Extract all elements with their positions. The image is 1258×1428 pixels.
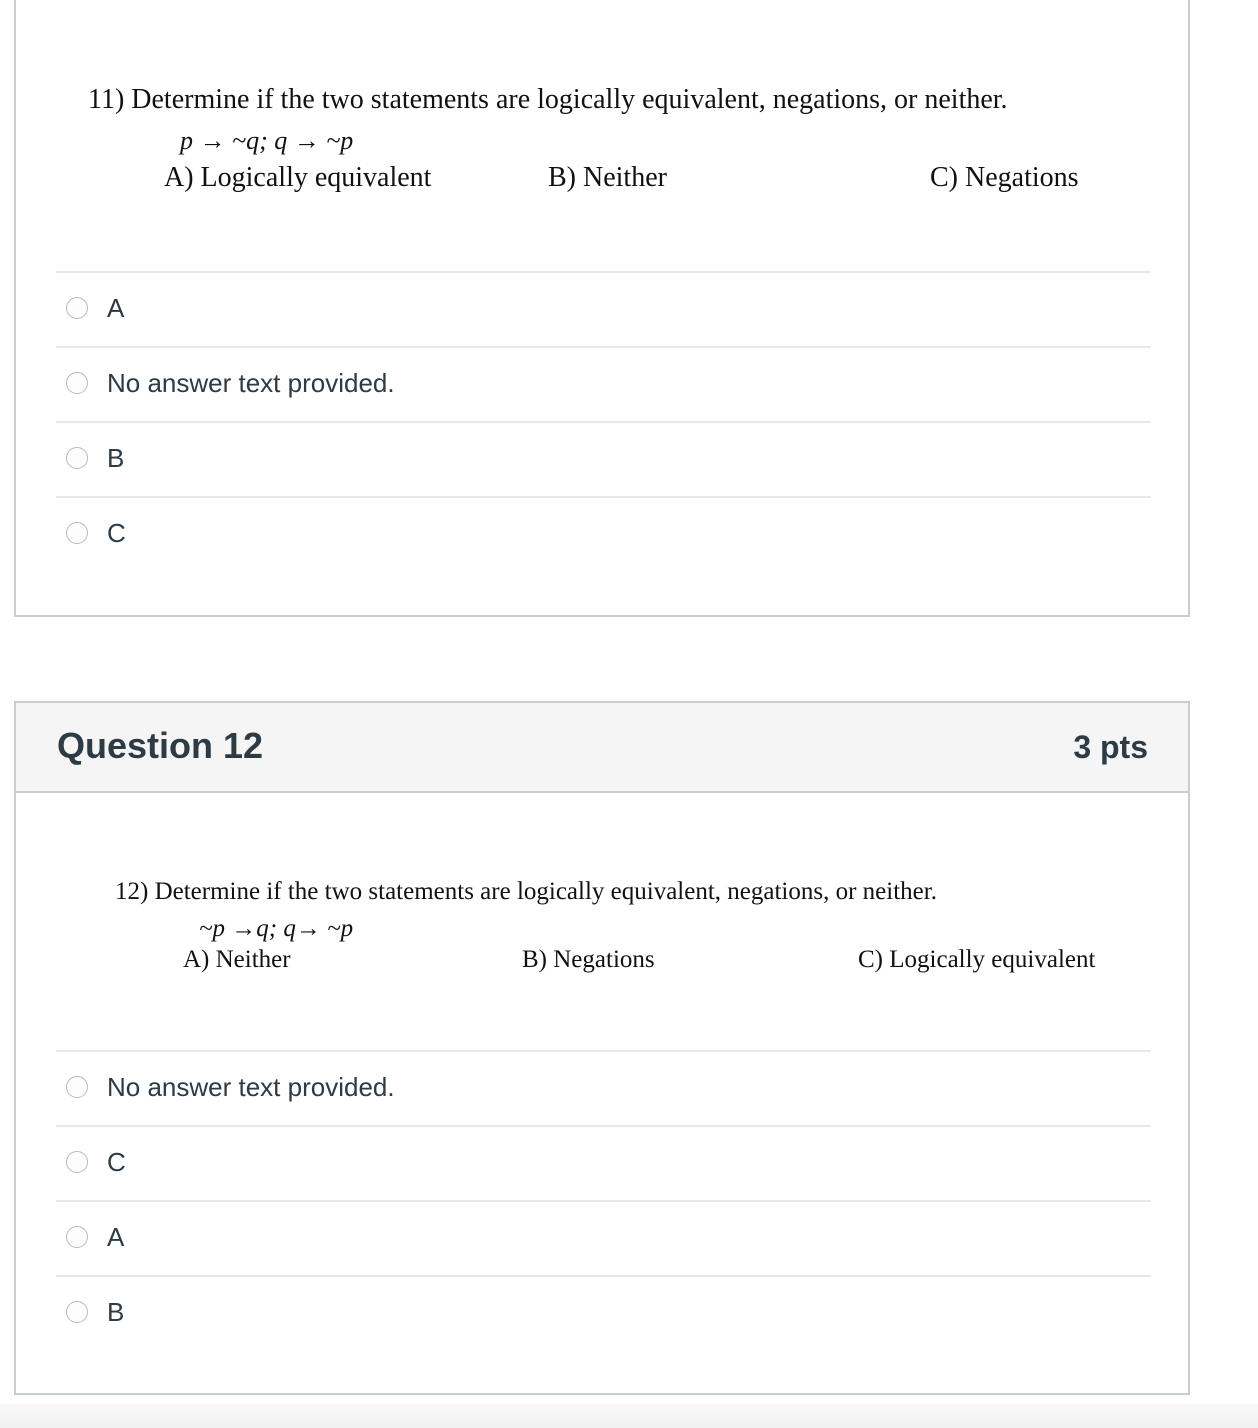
q12-answer-option[interactable] — [56, 1050, 1151, 1125]
page-bottom-edge — [0, 1404, 1258, 1428]
q11-choice-b: B) Neither — [548, 162, 667, 193]
q11-answer-option[interactable] — [56, 496, 1151, 571]
question-header — [16, 703, 1188, 793]
answer-label: B — [107, 1297, 125, 1327]
radio-button[interactable] — [66, 447, 88, 469]
answer-label: C — [107, 518, 126, 548]
q12-answer-option[interactable] — [56, 1125, 1151, 1200]
radio-button[interactable] — [66, 1301, 88, 1323]
answer-label: C — [107, 1147, 126, 1177]
radio-button[interactable] — [66, 1151, 88, 1173]
question-12-card — [14, 701, 1190, 1395]
q11-prompt: 11) Determine if the two statements are logically equivalent, negations, or neither. — [88, 84, 1008, 115]
q12-choice-b: B) Negations — [522, 946, 655, 973]
answer-label: No answer text provided. — [107, 1072, 395, 1102]
radio-button[interactable] — [66, 522, 88, 544]
q11-answer-list — [56, 271, 1151, 571]
radio-button[interactable] — [66, 1076, 88, 1098]
radio-button[interactable] — [66, 372, 88, 394]
radio-button[interactable] — [66, 1226, 88, 1248]
q12-answer-list — [56, 1050, 1151, 1350]
q12-prompt: 12) Determine if the two statements are logically equivalent, negations, or neither. — [115, 878, 937, 905]
q12-choice-c: C) Logically equivalent — [858, 946, 1096, 973]
question-title: Question 12 — [57, 725, 264, 766]
answer-label: No answer text provided. — [107, 368, 395, 398]
q11-answer-option[interactable] — [56, 271, 1151, 346]
q12-answer-option[interactable] — [56, 1200, 1151, 1275]
radio-button[interactable] — [66, 297, 88, 319]
answer-label: B — [107, 443, 125, 473]
q11-choice-a: A) Logically equivalent — [164, 162, 432, 193]
q11-choice-c: C) Negations — [930, 162, 1079, 193]
q12-choice-a: A) Neither — [183, 946, 291, 973]
question-points: 3 pts — [1073, 729, 1148, 765]
q11-answer-option[interactable] — [56, 346, 1151, 421]
answer-label: A — [107, 293, 125, 323]
q12-answer-option[interactable] — [56, 1275, 1151, 1350]
answer-label: A — [107, 1222, 125, 1252]
q11-formula: p → ~q; q → ~p — [180, 126, 354, 155]
q11-answer-option[interactable] — [56, 421, 1151, 496]
q12-formula: ~p →q; q→ ~p — [199, 915, 354, 942]
question-11-card — [14, 0, 1190, 617]
